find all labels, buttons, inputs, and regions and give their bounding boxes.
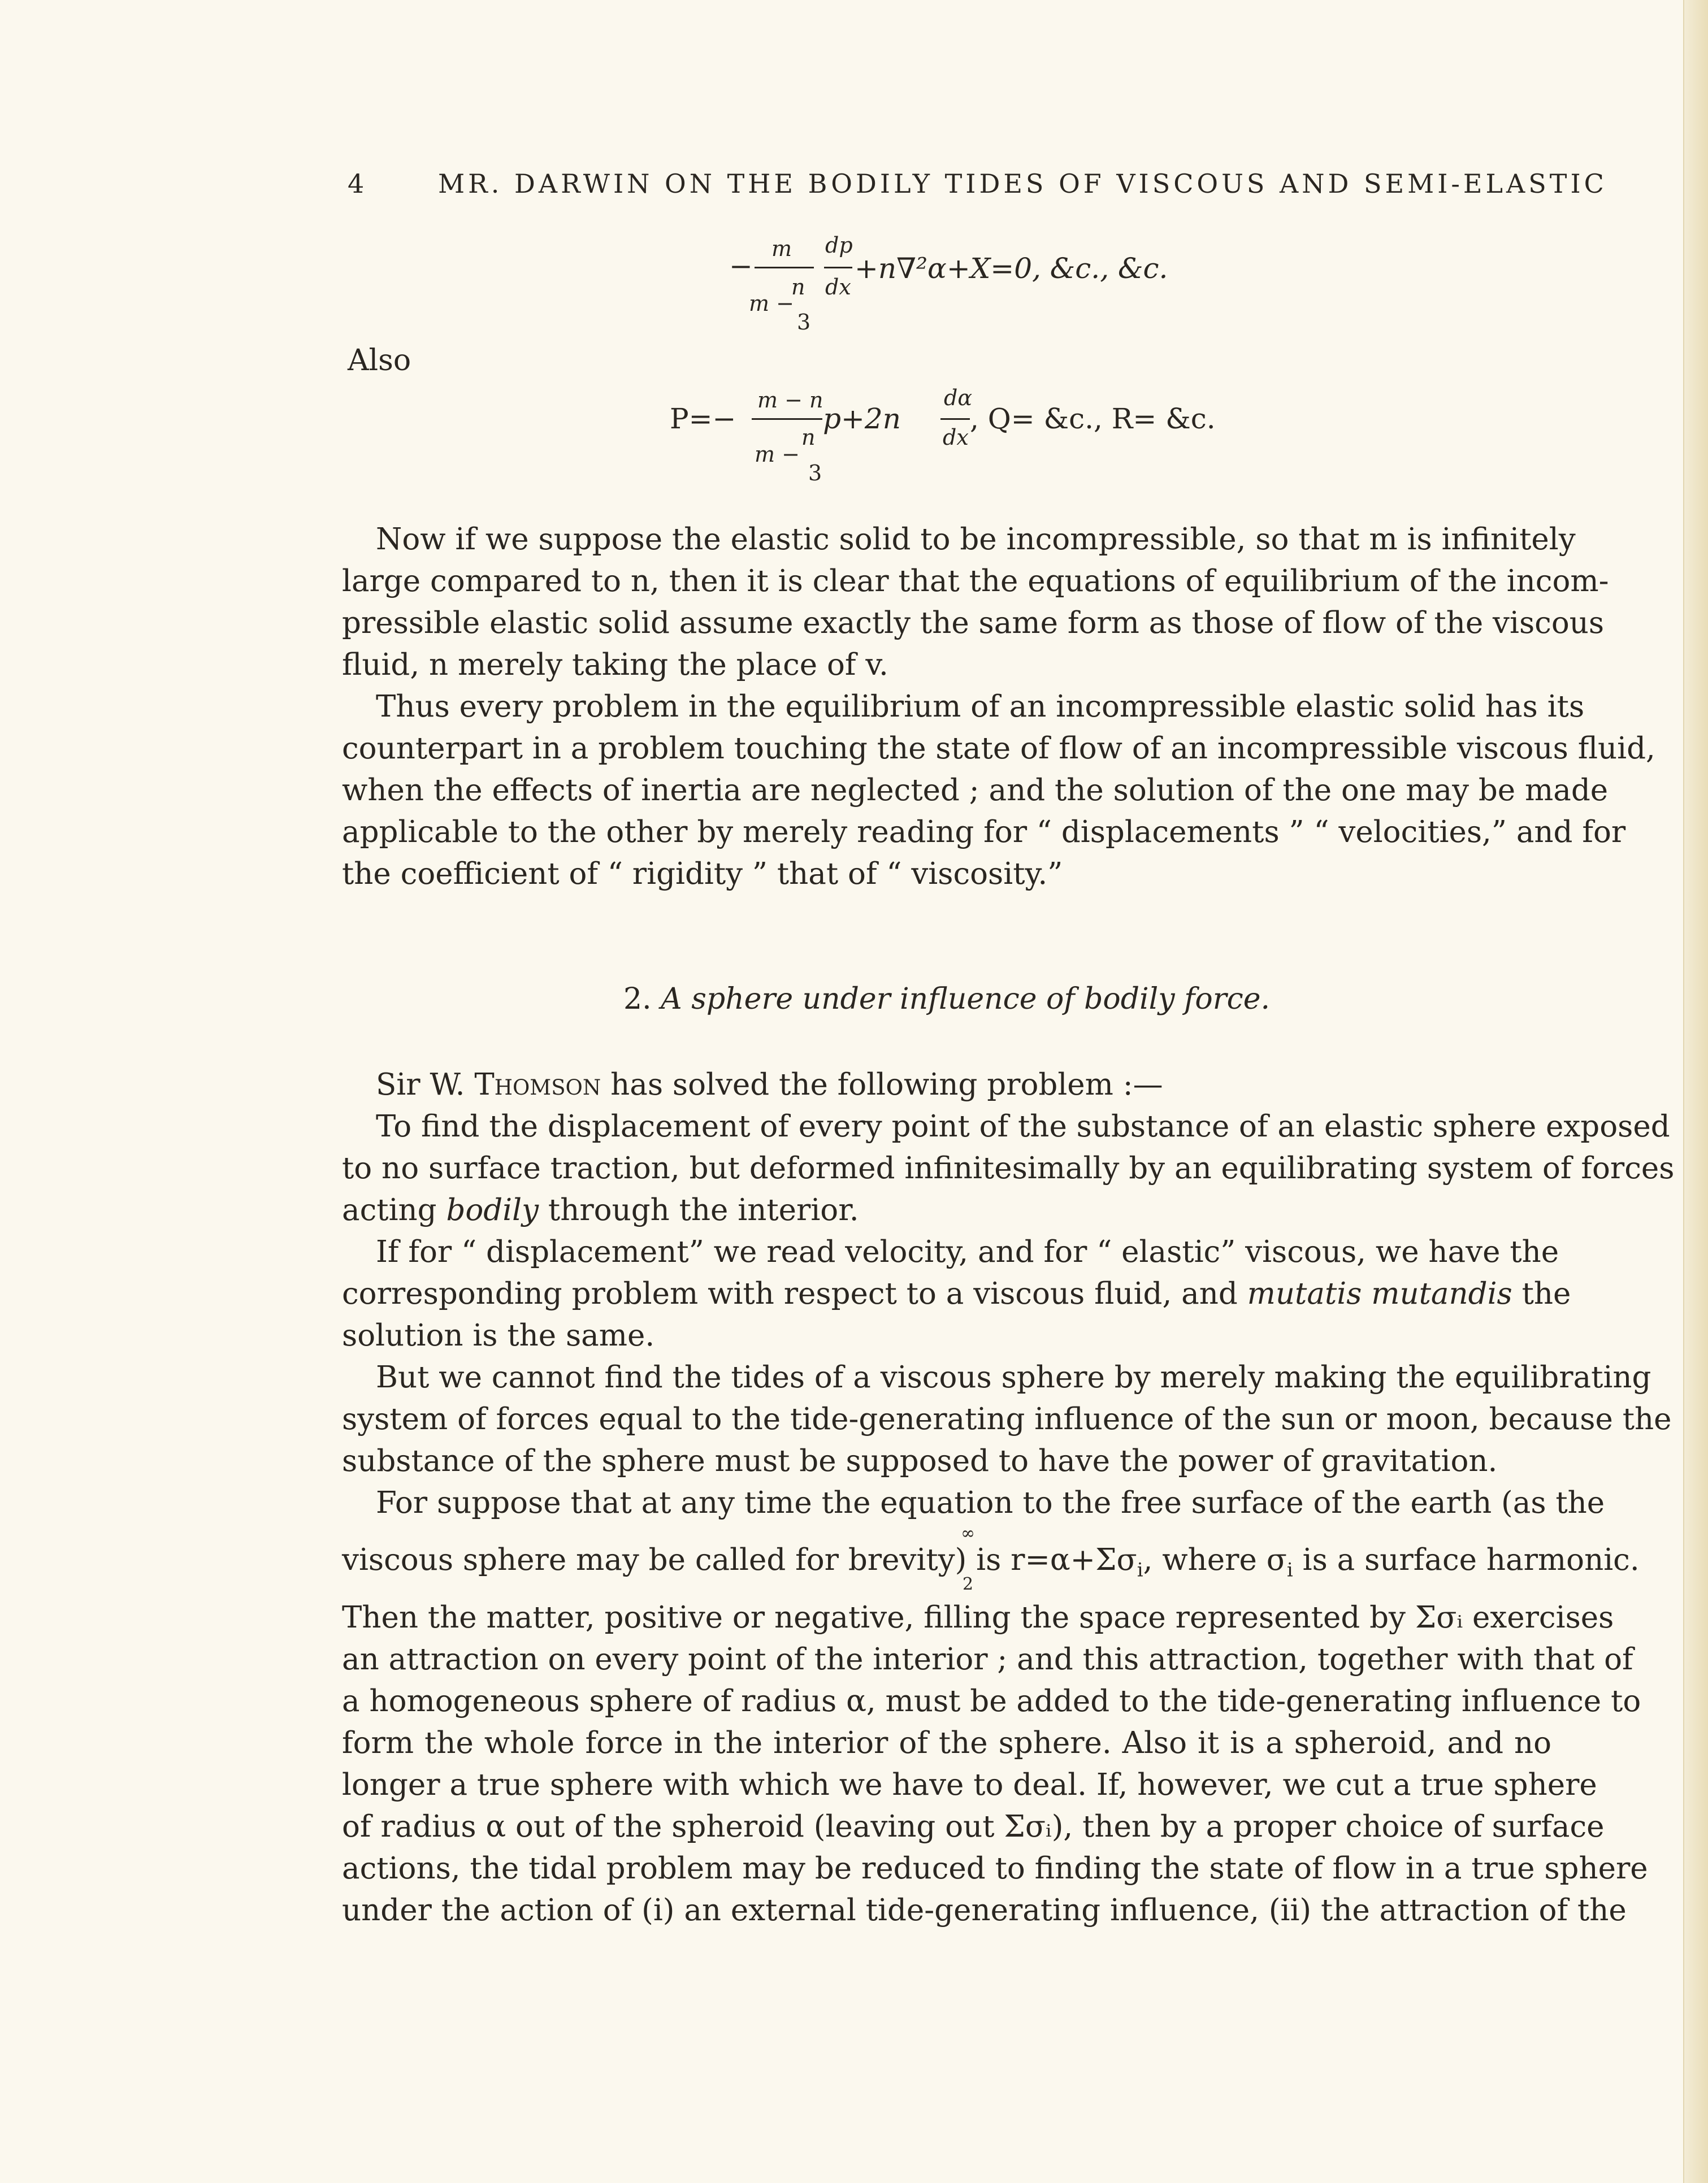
para5-line-2 [342,1273,1571,1315]
para7-line-2 [342,1539,1640,1591]
para5-line: If for “ displacement” we read velocity, and for “ elastic” viscous, we have the [376,1235,1559,1269]
para7-line: longer a true sphere with which we have to deal. If, however, we cut a true sphere [342,1768,1597,1802]
para6-line: substance of the sphere must be supposed to have the power of gravitation. [342,1444,1498,1478]
eq2-coef-num: m − n [757,388,823,413]
eq1-deriv-den: dx [825,275,851,300]
eq2-deriv-den: dx [943,425,969,450]
section-heading [0,982,1560,1016]
para7-line: Then the matter, positive or negative, filling the space represented by Σσᵢ exercises [342,1600,1614,1635]
eq2-deriv-bar [940,418,970,420]
para4-line-last [342,1190,1551,1231]
para2-line: applicable to the other by merely reading for “ displacements ” “ velocities,” and for [342,815,1626,849]
eq1-coef-den-bottom: m − [749,291,794,316]
para4-line: To find the displacement of every point of the substance of an elastic sphere exposed [376,1109,1670,1144]
para2-line: the coefficient of “ rigidity ” that of “ viscosity.” [342,857,1063,891]
eq2-deriv-num: dα [944,385,972,410]
para5-prefix: corresponding problem with respect to a viscous fluid, and [342,1277,1247,1311]
eq1-coef-bar [755,267,814,268]
para7-l2-sub: i [1137,1559,1143,1582]
eq2-rest: , Q= &c., R= &c. [970,402,1216,435]
also-label: Also [348,344,411,377]
section-number: 2. [623,982,652,1016]
eq2-coef-bar [752,418,822,420]
para1-line: Now if we suppose the elastic solid to be incompressible, so that m is infinitely [376,522,1576,557]
para7-line: For suppose that at any time the equation to the free surface of the earth (as the [376,1486,1605,1520]
para7-line: under the action of (i) an external tide-generating influence, (ii) the attraction of the [342,1893,1627,1928]
sum-upper-limit: ∞ [961,1524,975,1543]
para3-suffix: has solved the following problem :— [601,1067,1163,1102]
para6-line: system of forces equal to the tide-generating influence of the sun or moon, because the [342,1402,1672,1436]
para3-prefix: Sir W. [376,1067,475,1102]
para2-line: when the effects of inertia are neglected ; and the solution of the one may be made [342,773,1609,808]
para7-line: of radius α out of the spheroid (leaving out Σσᵢ), then by a proper choice of surface [342,1809,1605,1844]
para3-name: Thomson [474,1067,601,1102]
para4-italic: bodily [446,1193,539,1227]
eq2-lhs: P=− [670,402,736,435]
para1-line: pressible elastic solid assume exactly the same form as those of flow of the viscous [342,606,1605,640]
page-number: 4 [348,168,368,199]
para7-l2-suffix: , where σ [1143,1543,1287,1577]
para4-line: to no surface traction, but deformed infinitesimally by an equilibrating system of forces [342,1151,1675,1186]
eq1-deriv-num: dp [825,233,853,258]
eq1-deriv-bar [824,267,852,268]
para7-line: form the whole force in the interior of the sphere. Also it is a spheroid, and no [342,1726,1551,1760]
para4-prefix: acting [342,1193,446,1227]
eq1-coef-den-top: n [791,275,805,300]
para5-italic: mutatis mutandis [1247,1277,1512,1311]
para5-line-last: solution is the same. [342,1318,655,1353]
para5-suffix: the [1512,1277,1571,1311]
para7-line: actions, the tidal problem may be reduced to finding the state of flow in a true sphere [342,1851,1648,1886]
eq1-rest: +n∇²α+X=0, &c., &c. [855,252,1168,285]
eq1-coef-den-frac: 3 [797,310,811,335]
eq2-after-coef: p+2n [823,402,901,435]
para7-l2-suffix2: is a surface harmonic. [1293,1543,1640,1577]
running-title: MR. DARWIN ON THE BODILY TIDES OF VISCOUS AND SEMI-ELASTIC [438,168,1607,199]
page-edge [1684,0,1708,2183]
para6-line: But we cannot find the tides of a viscous sphere by merely making the equilibrating [376,1360,1651,1395]
para2-line: counterpart in a problem touching the state of flow of an incompressible viscous fluid, [342,731,1655,766]
eq2-coef-den-top: n [801,425,816,450]
para7-l2-prefix: viscous sphere may be called for brevity) is r=α+Σσ [342,1543,1137,1577]
section-title: A sphere under influence of bodily force. [661,982,1270,1016]
eq1-prefix: − [729,250,753,283]
para4-suffix: through the interior. [539,1193,859,1227]
running-header [348,168,1607,203]
para7-l2-sub2: i [1286,1559,1293,1582]
para7-line: an attraction on every point of the interior ; and this attraction, together with that of [342,1642,1633,1677]
para1-line: fluid, n merely taking the place of v. [342,648,888,682]
para1-line: large compared to n, then it is clear that the equations of equilibrium of the incom- [342,564,1609,598]
eq1-coef-num: m [771,236,792,261]
eq2-coef-den-frac: 3 [808,461,822,485]
paragraph-3 [342,1064,1551,1106]
sum-lower-limit: 2 [963,1574,974,1594]
eq2-coef-den-bottom: m − [755,442,800,467]
para2-line: Thus every problem in the equilibrium of an incompressible elastic solid has its [376,689,1585,724]
para7-line: a homogeneous sphere of radius α, must be added to the tide-generating influence to [342,1684,1641,1718]
